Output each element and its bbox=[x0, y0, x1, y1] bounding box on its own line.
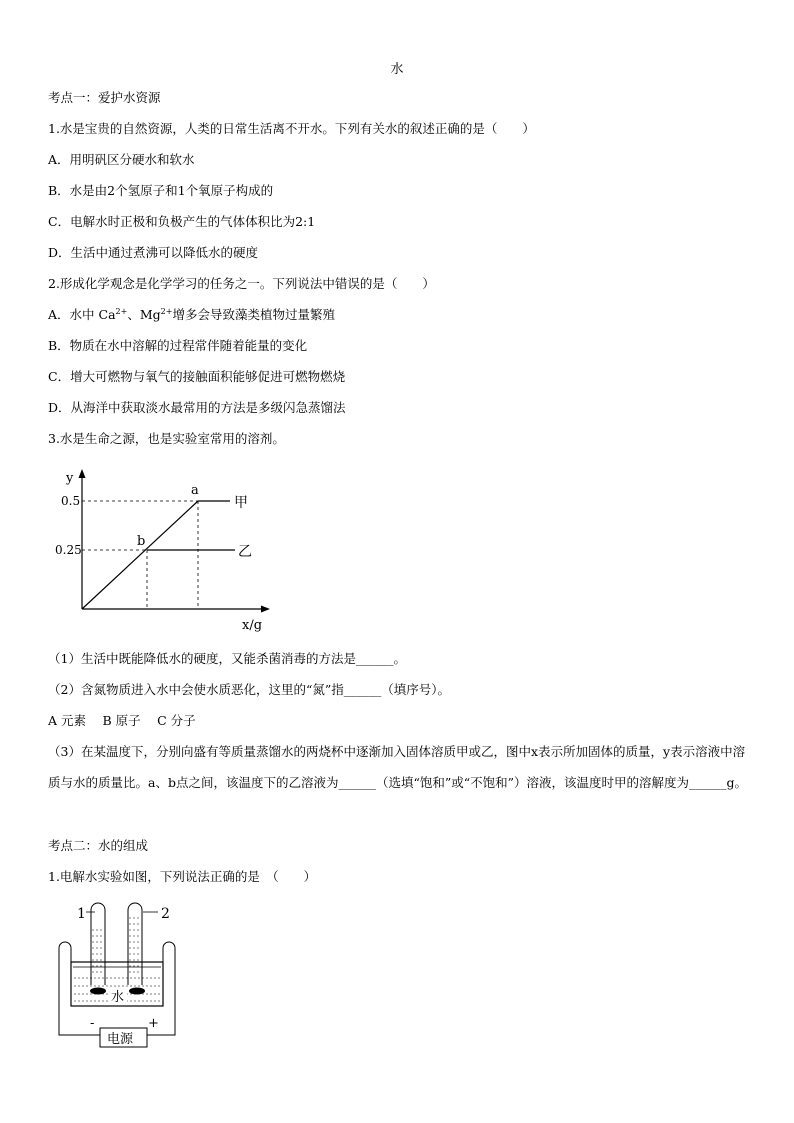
sub-question-2-options: A 元素 B 原子 C 分子 bbox=[48, 713, 196, 728]
section-heading: 考点一：爱护水资源 bbox=[48, 90, 161, 105]
superscript: 2+ bbox=[160, 307, 173, 316]
y-tick-label: 0.25 bbox=[55, 543, 82, 557]
option-b: B．水是由2个氢原子和1个氧原子构成的 bbox=[48, 183, 274, 198]
tube-label-1: 1 bbox=[77, 906, 86, 922]
page-title: 水 bbox=[390, 62, 404, 77]
sub-question-1: （1）生活中既能降低水的硬度，又能杀菌消毒的方法是______。 bbox=[48, 651, 406, 666]
question-stem: 1.电解水实验如图，下列说法正确的是 （ ） bbox=[48, 869, 317, 884]
option-a: A．用明矾区分硬水和软水 bbox=[48, 152, 195, 167]
power-supply-label: 电源 bbox=[107, 1032, 134, 1047]
plus-sign: + bbox=[148, 1016, 159, 1031]
y-axis-label: y bbox=[66, 471, 74, 486]
option-c: C．电解水时正极和负极产生的气体体积比为2:1 bbox=[48, 214, 316, 229]
series-label-jia: 甲 bbox=[234, 495, 248, 511]
option-b: B．物质在水中溶解的过程常伴随着能量的变化 bbox=[48, 338, 308, 353]
tube-label-2: 2 bbox=[161, 906, 170, 922]
option-a-text: 、Mg bbox=[127, 307, 161, 322]
x-axis-arrow bbox=[261, 606, 270, 613]
electrode-left bbox=[90, 988, 106, 995]
point-label-a: a bbox=[191, 483, 199, 498]
electrolysis-apparatus bbox=[55, 900, 205, 1050]
section-heading: 考点二：水的组成 bbox=[48, 838, 149, 853]
option-a bbox=[48, 307, 335, 323]
series-line-jia bbox=[82, 501, 198, 609]
option-d: D．从海洋中获取淡水最常用的方法是多级闪急蒸馏法 bbox=[48, 400, 346, 415]
solubility-chart bbox=[50, 466, 290, 636]
series-label-yi: 乙 bbox=[238, 544, 252, 560]
sub-question-2: （2）含氮物质进入水中会使水质恶化，这里的“氮”指______（填序号）。 bbox=[48, 682, 450, 697]
x-axis-label: x/g bbox=[242, 618, 263, 633]
tube-right bbox=[128, 903, 142, 985]
option-d: D．生活中通过煮沸可以降低水的硬度 bbox=[48, 245, 259, 260]
water-label: 水 bbox=[111, 990, 125, 1005]
question-stem: 3.水是生命之源，也是实验室常用的溶剂。 bbox=[48, 431, 285, 446]
sub-question-3: （3）在某温度下，分别向盛有等质量蒸馏水的两烧杯中逐渐加入固体溶质甲或乙，图中x表示所加固体的质量，y表示溶液中溶质与水的质量比。a、b点之间，该温度下的乙溶液为______（选填“饱和”或“不饱和”）溶液，该温度时甲的溶解度为______g。 bbox=[48, 744, 748, 790]
option-a-text: A．水中 Ca bbox=[48, 307, 116, 322]
option-a-text: 增多会导致藻类植物过量繁殖 bbox=[172, 307, 335, 322]
y-tick-label: 0.5 bbox=[61, 494, 81, 508]
point-label-b: b bbox=[137, 534, 146, 549]
superscript: 2+ bbox=[115, 307, 128, 316]
y-axis-arrow bbox=[79, 469, 86, 478]
question-stem: 2.形成化学观念是化学学习的任务之一。下列说法中错误的是（ ） bbox=[48, 276, 435, 291]
option-c: C．增大可燃物与氧气的接触面积能够促进可燃物燃烧 bbox=[48, 369, 346, 384]
tube-left bbox=[91, 903, 105, 985]
electrode-right bbox=[129, 988, 145, 995]
minus-sign: - bbox=[90, 1016, 95, 1031]
question-stem: 1.水是宝贵的自然资源，人类的日常生活离不开水。下列有关水的叙述正确的是（ ） bbox=[48, 121, 535, 136]
